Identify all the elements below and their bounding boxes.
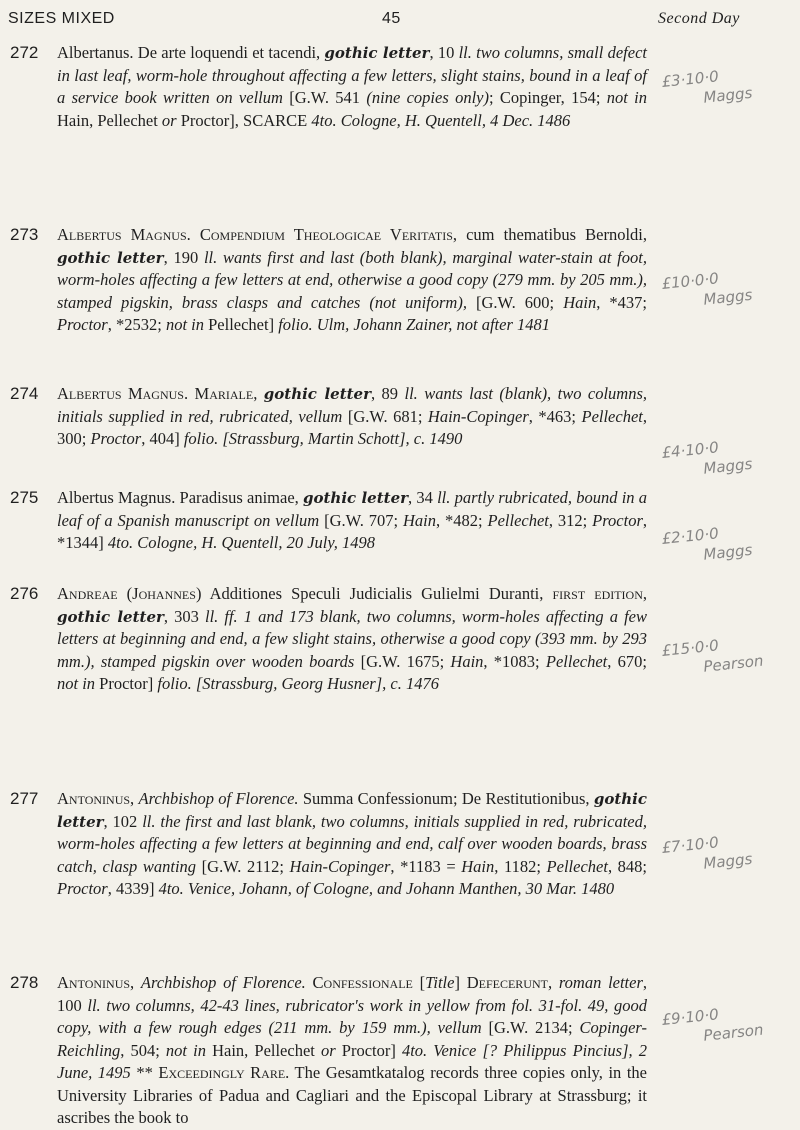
description-fragment: , 303 [163,606,205,626]
description-fragment: roman letter [558,973,643,992]
description-fragment: ll. two columns, 42-43 lines, rubricator's work in yellow from fol. 31-fol. 49, good copy, with a few rough edges (211 mm. by 159 mm.), vellum [57,995,648,1037]
annotation-buyer: Pearson [702,1020,765,1045]
handwritten-annotation [660,510,800,564]
description-fragment: , cum thematibus Bernoldi, [452,225,648,244]
annotation-price: £3·10·0 [660,67,720,92]
description-fragment: gothic letter [57,607,164,626]
description-fragment: Albertus Magnus. Paradisus animae, [57,488,303,507]
header-section-title: SIZES MIXED [8,10,115,27]
description-fragment: ( [117,584,133,603]
description-fragment: The Gesamtkatalog records three copies only, in the University Libraries of Padua and Cagliari and the Episcopal Library at Strassburg; it ascribes the book to [57,1063,647,1127]
lot-number: 273 [10,225,39,244]
description-fragment: Proctor [592,510,643,530]
description-fragment: Pellechet [545,651,608,671]
description-fragment: ll. two columns, small defect in last leaf, worm-hole throughout affecting a few letters, slight stains, bound in a leaf of a service book written on vellum [57,43,647,107]
description-fragment: ll. wants first and last (both blank), marginal water-stain at foot, worm-holes affecting a few letters at end, otherwise a good copy (279 mm. by 205 mm.), stamped pigskin, brass clasps and catches (not uniform), [57,247,647,312]
annotation-buyer: Pearson [702,651,765,676]
description-fragment: ] [454,973,467,992]
description-fragment: Summa Confessionum; De Restitutionibus, [298,789,594,808]
description-fragment: , 190 [163,247,204,267]
annotation-buyer: Maggs [702,540,754,564]
description-fragment: , 102 [103,811,143,831]
description-fragment: ) Additiones Speculi Judicialis Gulielmi Duranti, [195,584,553,603]
description-fragment: , 4339] [107,879,159,898]
description-fragment: ; Copinger, 154; [488,88,607,107]
annotation-price: £9·10·0 [660,1005,720,1030]
description-fragment: Johannes [132,584,196,603]
description-fragment: folio. [Strassburg, Georg Husner], c. 1476 [157,674,439,693]
description-fragment: Pellechet] [203,315,279,334]
description-fragment: not in [57,674,96,693]
description-fragment: , [642,584,648,603]
description-fragment: Hain-Copinger [427,406,529,426]
description-fragment: Confessionale [305,973,413,992]
lot-entry [10,42,754,132]
description-fragment: Hain-Copinger [289,856,391,876]
annotation-buyer: Maggs [702,849,754,873]
annotation-buyer: Maggs [702,285,754,309]
lot-entry [10,583,765,696]
annotation-price: £2·10·0 [660,524,720,549]
lot-description [57,487,647,555]
description-fragment: , *482; [435,510,488,530]
handwritten-annotation [660,622,800,676]
description-fragment: Exceedingly Rare. [158,1063,290,1082]
description-fragment: Pellechet [546,856,608,876]
description-fragment: Archbishop of Florence. [140,973,306,992]
description-fragment: , 312; [548,510,593,530]
lot-description [57,972,647,1130]
description-fragment: Hain [450,651,484,671]
description-fragment: Proctor], SCARCE [176,110,312,130]
description-fragment: ** [130,1063,159,1082]
lot-entry [10,972,765,1130]
description-fragment: , [253,384,264,403]
description-fragment: gothic letter [324,44,430,62]
annotation-price: £15·0·0 [660,636,720,661]
lot-number: 274 [10,384,39,403]
description-fragment: Pellechet [487,510,549,530]
description-fragment: Hain [402,510,436,530]
annotation-price: £7·10·0 [660,833,720,858]
description-fragment: Proctor] [335,1040,402,1060]
lot-description [57,788,647,901]
description-fragment: Proctor [57,315,108,334]
lot-entry [10,788,754,901]
description-fragment: [G.W. 541 [282,88,367,107]
description-fragment: folio. Ulm, Johann Zainer, not after 1481 [278,315,550,334]
description-fragment: , *2532; [107,315,166,334]
description-fragment: (nine copies only) [366,88,489,107]
lot-number: 275 [10,488,39,507]
description-fragment: , 34 [408,488,438,507]
description-fragment: , *437; [596,292,647,312]
description-fragment: , *1083; [483,651,546,671]
description-fragment: , *1344] [57,510,647,552]
description-fragment: Albertus Magnus. Mariale [57,384,254,403]
description-fragment: Copinger-Reichling [57,1018,648,1060]
description-fragment: Hain [563,292,597,312]
page-number: 45 [382,10,401,27]
description-fragment: , 848; [607,856,647,876]
description-fragment: ll. ff. 1 and 173 blank, two columns, worm-holes affecting a few letters at beginning and end, a few slight stains, otherwise a good copy (393 mm. by 293 mm.), stamped pigskin over wooden boards [57,606,647,671]
header-day: Second Day [658,10,740,27]
description-fragment: [G.W. 2134; [481,1018,580,1037]
description-fragment: , *463; [528,406,582,426]
description-fragment: 4to. Cologne, H. Quentell, 4 Dec. 1486 [311,110,571,130]
description-fragment: or [161,110,177,130]
description-fragment: , 1182; [494,856,547,876]
description-fragment: not in [606,88,647,107]
description-fragment: [G.W. 600; [466,292,564,312]
description-fragment: Pellechet [581,406,643,426]
description-fragment: , 504; [120,1040,166,1060]
description-fragment: [G.W. 2112; [196,856,290,876]
description-fragment: ll. wants last (blank), two columns, initials supplied in red, rubricated, vellum [57,384,648,426]
annotation-buyer: Maggs [702,454,754,478]
description-fragment: , 404] [141,429,184,448]
description-fragment: Antoninus [57,789,131,808]
description-fragment: Title [425,973,455,992]
description-fragment: , 670; [607,651,647,671]
lot-number: 277 [10,789,39,808]
description-fragment: gothic letter [57,248,164,267]
description-fragment: , 10 [429,43,459,62]
description-fragment: [ [412,973,426,992]
lot-number: 276 [10,584,39,603]
description-fragment: 4to. Venice [? Philippus Pincius], 2 June, 1495 [57,1040,647,1082]
handwritten-annotation [660,819,800,873]
description-fragment: 4to. Cologne, H. Quentell, 20 July, 1498 [107,533,376,552]
handwritten-annotation [660,53,800,107]
lot-description [57,583,647,696]
handwritten-annotation [660,255,800,309]
description-fragment: [G.W. 681; [342,406,428,426]
lot-description [57,224,647,337]
description-fragment: not in [165,315,204,334]
handwritten-annotation [660,424,800,478]
annotation-price: £10·0·0 [660,269,720,294]
description-fragment: Hain [461,856,495,876]
description-fragment: [G.W. 1675; [354,651,451,671]
description-fragment: , 89 [371,384,405,403]
handwritten-annotation [660,991,800,1045]
description-fragment: Hain, Pellechet [57,110,162,130]
description-fragment: gothic letter [263,385,371,403]
description-fragment: , 100 [57,973,648,1015]
description-fragment: folio. [Strassburg, Martin Schott], c. 1490 [183,429,463,448]
description-fragment: gothic letter [57,790,648,831]
description-fragment: Albertus Magnus. [57,225,200,244]
lot-entry [10,383,754,478]
description-fragment: Proctor] [95,674,158,693]
description-fragment: Compendium Theologicae Veritatis [199,225,453,244]
description-fragment: first edition [552,584,643,603]
description-fragment: Archbishop of Florence. [138,789,299,808]
lot-number: 278 [10,973,39,992]
description-fragment: or [320,1040,336,1060]
description-fragment: ll. the first and last blank, two columns, initials supplied in red, rubricated, worm-holes affecting a few letters at beginning and end, calf over wooden boards, brass catch, clasp wanting [57,811,647,876]
description-fragment: 4to. Venice, Johann, of Cologne, and Johann Manthen, 30 Mar. 1480 [158,879,615,898]
description-fragment: , 300; [57,406,647,448]
description-fragment: not in [165,1040,206,1060]
lot-entry [10,224,754,337]
description-fragment: Hain, Pellechet [205,1040,321,1060]
description-fragment: Andreae [57,584,118,603]
description-fragment: Proctor [90,429,142,448]
description-fragment: , [130,973,141,992]
description-fragment: Albertanus. De arte loquendi et tacendi, [57,43,325,62]
description-fragment: , [547,973,559,992]
lot-number: 272 [10,43,39,62]
description-fragment: , *1183 = [390,856,462,876]
description-fragment: Antoninus [57,973,131,992]
description-fragment: ll. partly rubricated, bound in a leaf of a Spanish manuscript on vellum [57,488,648,530]
lot-description [57,383,647,451]
description-fragment: [G.W. 707; [319,510,403,530]
description-fragment: gothic letter [303,489,409,507]
lot-entry [10,487,754,564]
annotation-price: £4·10·0 [660,438,720,463]
description-fragment: Proctor [57,879,108,898]
annotation-buyer: Maggs [702,83,754,107]
description-fragment: , [130,789,139,808]
description-fragment: Defecerunt [466,973,548,992]
lot-description [57,42,647,132]
